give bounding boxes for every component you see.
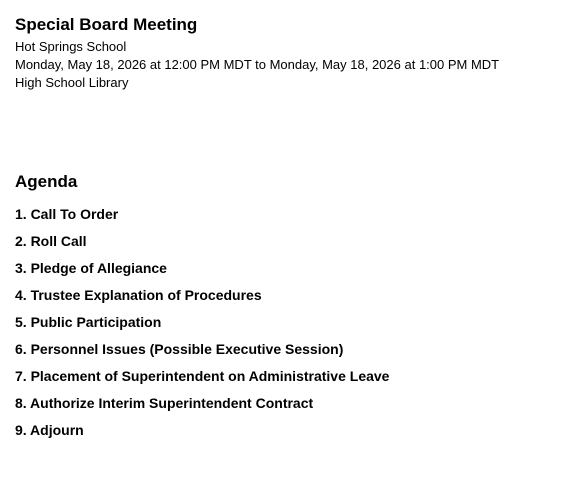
agenda-heading: Agenda bbox=[15, 172, 78, 191]
meeting-location: High School Library bbox=[15, 75, 129, 90]
agenda-item-superintendent-leave: 7. Placement of Superintendent on Administrative Leave bbox=[15, 368, 390, 384]
agenda-item-pledge-of-allegiance: 3. Pledge of Allegiance bbox=[15, 260, 167, 276]
agenda-item-adjourn: 9. Adjourn bbox=[15, 422, 84, 438]
agenda-item-public-participation: 5. Public Participation bbox=[15, 314, 162, 330]
agenda-item-trustee-explanation: 4. Trustee Explanation of Procedures bbox=[15, 287, 262, 303]
meeting-title: Special Board Meeting bbox=[15, 15, 198, 34]
agenda-item-roll-call: 2. Roll Call bbox=[15, 233, 87, 249]
meeting-datetime: Monday, May 18, 2026 at 12:00 PM MDT to Monday, May 18, 2026 at 1:00 PM MDT bbox=[15, 57, 500, 72]
agenda-list bbox=[15, 201, 557, 444]
organization-name: Hot Springs School bbox=[15, 39, 127, 54]
agenda-item-interim-contract: 8. Authorize Interim Superintendent Contract bbox=[15, 395, 314, 411]
agenda-item-personnel-issues: 6. Personnel Issues (Possible Executive Session) bbox=[15, 341, 344, 357]
agenda-item-call-to-order: 1. Call To Order bbox=[15, 206, 119, 222]
meeting-document bbox=[15, 14, 557, 444]
